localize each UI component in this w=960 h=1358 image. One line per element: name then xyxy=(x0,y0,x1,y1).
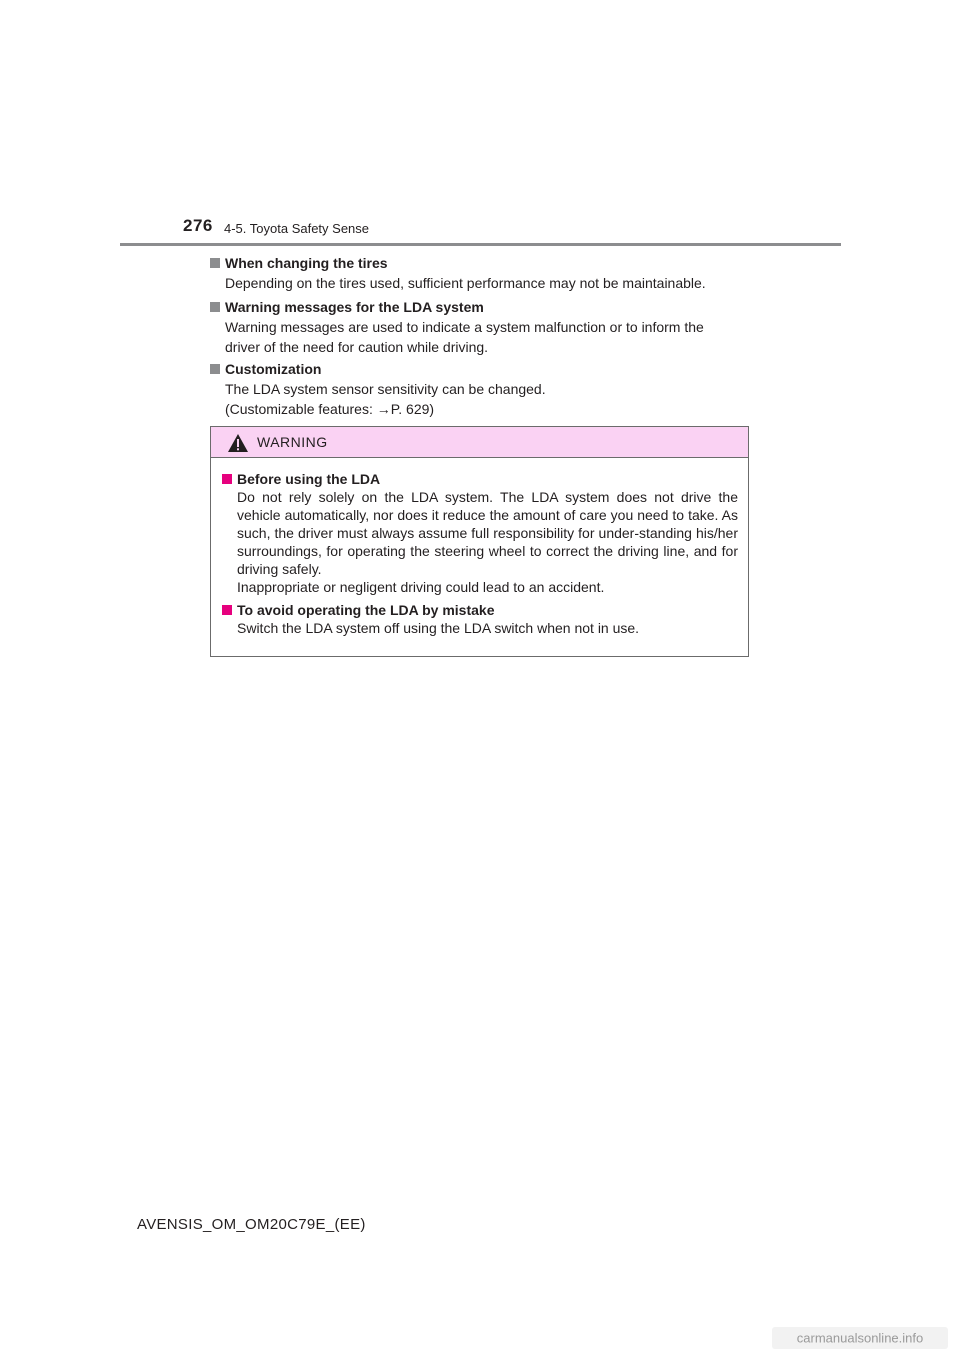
section-body: The LDA system sensor sensitivity can be changed. (Customizable features: →P. 629) xyxy=(225,381,546,417)
warning-item-heading: To avoid operating the LDA by mistake xyxy=(211,601,748,619)
warning-item-heading: Before using the LDA xyxy=(211,470,748,488)
warning-header xyxy=(211,427,748,458)
header-rule xyxy=(120,243,841,246)
document-code: AVENSIS_OM_OM20C79E_(EE) xyxy=(137,1216,366,1233)
section-heading: When changing the tires xyxy=(210,253,770,273)
warning-item-avoid-mistake xyxy=(211,601,748,637)
bullet-square-icon xyxy=(222,474,232,484)
section-body: Depending on the tires used, sufficient performance may not be maintainable. xyxy=(225,275,706,291)
section-warning-messages xyxy=(210,297,770,357)
section-heading: Customization xyxy=(210,359,770,379)
section-title: 4-5. Toyota Safety Sense xyxy=(224,221,370,236)
bullet-square-icon xyxy=(222,605,232,615)
watermark-logo xyxy=(772,1327,948,1349)
section-body: Warning messages are used to indicate a system malfunction or to inform the driver of the need for caution while driving. xyxy=(225,319,704,355)
section-customization xyxy=(210,359,770,419)
warning-item-before-using xyxy=(211,470,748,596)
bullet-square-icon xyxy=(210,258,220,268)
warning-item-body: Switch the LDA system off using the LDA switch when not in use. xyxy=(237,620,640,636)
bullet-square-icon xyxy=(210,302,220,312)
warning-box xyxy=(210,426,749,657)
warning-item-body: Do not rely solely on the LDA system. The LDA system does not drive the vehicle automatically, nor does it reduce the amount of care you need to take. As such, the driver must always assume full responsibility for under-standing his/her surroundings, for operating the steering wheel to correct the driving line, and for driving safely. Inappropriate or negligent driving could lead to an accident. xyxy=(237,489,738,595)
section-changing-tires xyxy=(210,253,770,293)
warning-title: WARNING xyxy=(257,434,328,450)
page-number: 276 xyxy=(183,216,213,235)
section-heading: Warning messages for the LDA system xyxy=(210,297,770,317)
watermark-text: carmanualsonline.info xyxy=(796,1330,924,1346)
bullet-square-icon xyxy=(210,364,220,374)
warning-triangle-icon xyxy=(227,433,249,453)
